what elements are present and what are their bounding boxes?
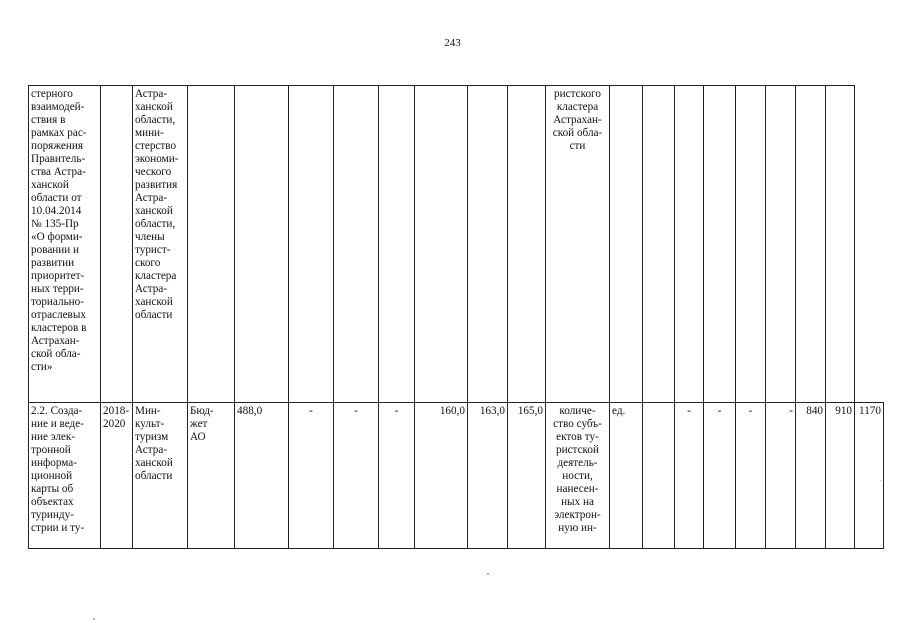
table-row — [29, 86, 884, 403]
cell-amount: - — [289, 403, 334, 549]
cell-funding-source: Бюд- жет АО — [188, 403, 235, 549]
cell-amount: 160,0 — [415, 403, 468, 549]
plan-table — [28, 85, 884, 549]
cell-value — [796, 86, 826, 403]
cell-amount — [334, 86, 379, 403]
cell-period: 2018- 2020 — [101, 403, 133, 549]
cell-value — [826, 86, 855, 403]
cell-period — [101, 86, 133, 403]
cell-activity: 2.2. Созда- ние и веде- ние элек- тронной информа- ционной карты об объектах туринду- стрии и ту- — [29, 403, 101, 549]
page-number: 243 — [444, 37, 461, 49]
cell-value — [675, 86, 704, 403]
cell-total — [235, 86, 289, 403]
cell-value: - — [704, 403, 736, 549]
cell-total: 488,0 — [235, 403, 289, 549]
cell-value: - — [675, 403, 704, 549]
cell-amount: 165,0 — [508, 403, 546, 549]
cell-responsible: Мин- культ- туризм Астра- ханской области — [133, 403, 188, 549]
cell-value — [736, 86, 766, 403]
cell-value — [643, 403, 675, 549]
cell-value: 1170 — [855, 403, 884, 549]
cell-amount: 163,0 — [468, 403, 508, 549]
cell-unit: ед. — [610, 403, 643, 549]
cell-amount — [468, 86, 508, 403]
cell-amount — [379, 86, 415, 403]
cell-indicator: количе- ство субъ- ектов ту- ристской деятель- ности, нанесен- ных на электрон- ную ин- — [546, 403, 610, 549]
cell-indicator-continuation: ристского кластера Астрахан- ской обла- сти — [546, 86, 610, 403]
cell-value: - — [736, 403, 766, 549]
cell-activity-continuation: стерного взаимодей- ствия в рамках рас- поряжения Правитель- ства Астра- ханской области от 10.04.2014 № 135-Пр «О форми- ровании и развитии приоритет- ных терри- ториально- отраслевых кластеров в Астрахан- ской обла- сти» — [29, 86, 101, 403]
scan-speck — [93, 618, 95, 620]
cell-unit — [610, 86, 643, 403]
cell-amount — [415, 86, 468, 403]
cell-value — [704, 86, 736, 403]
cell-amount — [289, 86, 334, 403]
cell-amount: - — [334, 403, 379, 549]
cell-value: - — [766, 403, 796, 549]
table-row — [29, 403, 884, 549]
cell-value — [766, 86, 796, 403]
scan-speck — [880, 480, 881, 481]
scan-speck — [487, 573, 489, 575]
cell-value: 840 — [796, 403, 826, 549]
cell-amount — [508, 86, 546, 403]
cell-responsible-continuation: Астра- ханской области, мини- стерство экономи- ческого развития Астра- ханской области, члены турист- ского кластера Астра- ханской области — [133, 86, 188, 403]
cell-value — [643, 86, 675, 403]
cell-amount: - — [379, 403, 415, 549]
cell-value: 910 — [826, 403, 855, 549]
cell-funding-source — [188, 86, 235, 403]
